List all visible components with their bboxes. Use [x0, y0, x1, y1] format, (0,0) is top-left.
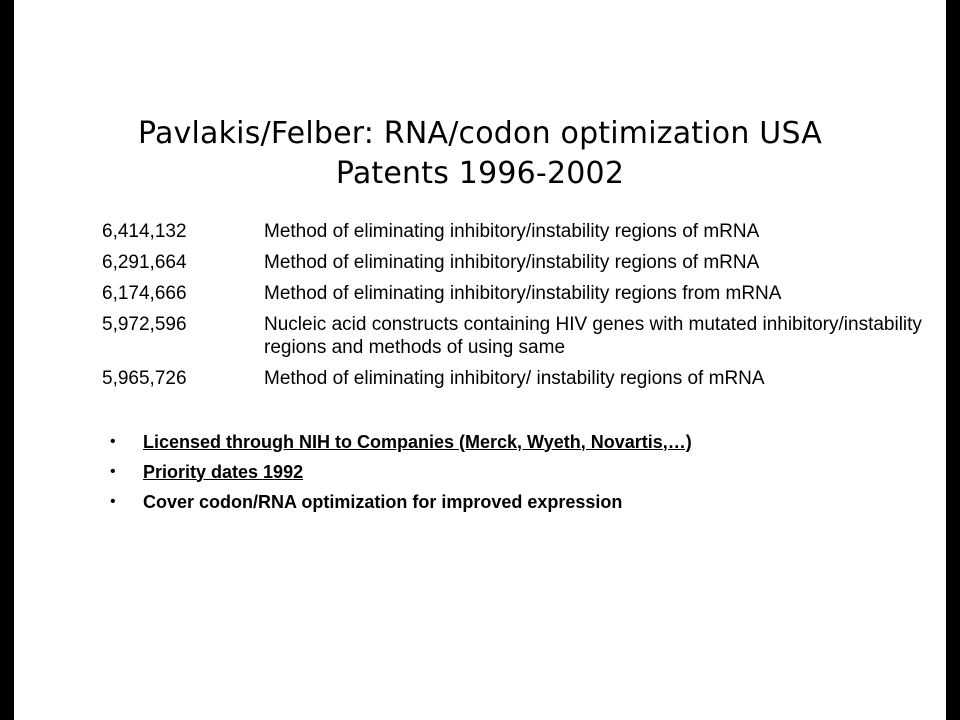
patent-number: 6,414,132	[102, 221, 187, 242]
patent-description: Method of eliminating inhibitory/instability regions from mRNA	[264, 283, 782, 304]
patent-row	[102, 220, 922, 243]
patent-row	[102, 313, 922, 359]
bullet-item-licensed	[110, 427, 910, 457]
patent-description: Nucleic acid constructs containing HIV genes with mutated inhibitory/instability regions and methods of using same	[264, 314, 922, 358]
bullet-dot-icon: •	[110, 493, 116, 510]
patent-list	[102, 220, 922, 398]
patent-number: 6,174,666	[102, 283, 187, 304]
bullet-text: Licensed through NIH to Companies (Merck, Wyeth, Novartis,…)	[143, 431, 692, 452]
patent-number: 5,965,726	[102, 368, 187, 389]
patent-number: 5,972,596	[102, 314, 187, 335]
bullet-text: Cover codon/RNA optimization for improved expression	[143, 491, 623, 512]
bullet-dot-icon: •	[110, 463, 116, 480]
patent-description: Method of eliminating inhibitory/instability regions of mRNA	[264, 221, 760, 242]
bullet-text: Priority dates 1992	[143, 461, 304, 482]
slide-title	[14, 114, 946, 194]
bullet-item-cover	[110, 487, 910, 517]
patent-number: 6,291,664	[102, 252, 187, 273]
patent-row	[102, 282, 922, 305]
patent-row	[102, 367, 922, 390]
bullet-list	[110, 427, 910, 517]
patent-row	[102, 251, 922, 274]
slide-title-line-2: Patents 1996-2002	[335, 156, 625, 191]
patent-description: Method of eliminating inhibitory/instability regions of mRNA	[264, 252, 760, 273]
patent-description: Method of eliminating inhibitory/ instability regions of mRNA	[264, 368, 765, 389]
slide-title-line-1: Pavlakis/Felber: RNA/codon optimization USA	[138, 116, 822, 151]
bullet-dot-icon: •	[110, 433, 116, 450]
slide	[14, 0, 946, 720]
bullet-item-priority	[110, 457, 910, 487]
